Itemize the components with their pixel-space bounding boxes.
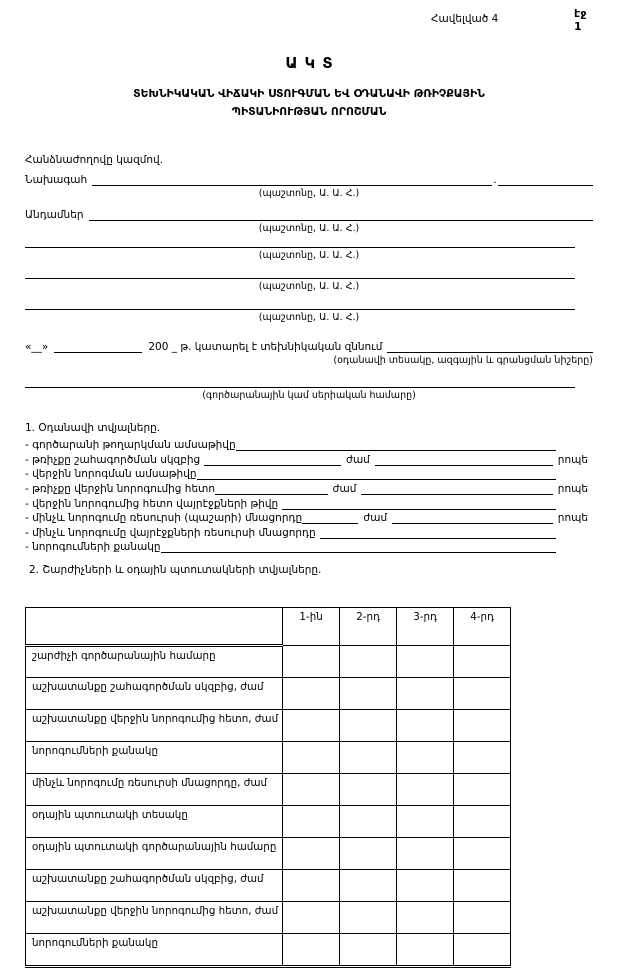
data-cell xyxy=(454,806,511,838)
hour-label: ժամ xyxy=(332,483,357,495)
year-and-statement: 200 _ թ. կատարել է տեխնիկական զննում xyxy=(148,340,383,353)
data-cell xyxy=(283,646,340,678)
fill-in-line xyxy=(161,540,556,553)
table-row xyxy=(26,870,511,902)
data-cell xyxy=(397,806,454,838)
row-label: նորոգումների քանակը xyxy=(26,934,283,967)
column-header: 1-ին xyxy=(283,608,340,646)
fill-in-line xyxy=(89,208,593,221)
row-label: օդային պտուտակի գործարանային համարը xyxy=(26,838,283,870)
item-label: - թռիչքը վերջին նորոգումից հետո xyxy=(25,483,215,495)
data-cell xyxy=(340,902,397,934)
subtitle-line-1: ՏԵԽՆԻԿԱԿԱՆ ՎԻՃԱԿԻ ՍՏՈՒԳՄԱՆ ԵՎ ՕԴԱՆԱՎԻ ԹՌԻՉՔԱՅԻՆ xyxy=(133,87,485,100)
column-header: 2-րդ xyxy=(340,608,397,646)
data-cell xyxy=(283,902,340,934)
data-cell xyxy=(454,774,511,806)
table-row xyxy=(26,902,511,934)
data-cell xyxy=(454,838,511,870)
item-label: - մինչև նորոգումը վայրէջքների ռեսուրսի մնացորդը xyxy=(25,526,316,539)
signature-line xyxy=(25,236,575,248)
data-cell xyxy=(340,742,397,774)
list-item xyxy=(25,480,593,495)
data-cell xyxy=(454,678,511,710)
chairman-row xyxy=(25,169,593,186)
data-cell xyxy=(283,710,340,742)
fill-in-line xyxy=(54,340,142,353)
page-header xyxy=(25,4,593,33)
line-dot: . xyxy=(493,173,497,186)
data-cell xyxy=(397,902,454,934)
table-row xyxy=(26,806,511,838)
section1-heading: 1. Օդանավի տվյալները. xyxy=(25,421,161,434)
fill-in-line xyxy=(236,438,556,451)
column-header: 4-րդ xyxy=(454,608,511,646)
data-cell xyxy=(340,710,397,742)
data-cell xyxy=(397,838,454,870)
position-caption: (պաշտոնը, Ա. Ա. Հ.) xyxy=(258,249,360,261)
list-item xyxy=(25,510,593,525)
fill-in-line xyxy=(387,340,593,353)
data-cell xyxy=(454,902,511,934)
day-placeholder: «__» xyxy=(25,340,49,353)
fill-in-line xyxy=(361,482,552,495)
table-row xyxy=(26,742,511,774)
list-item xyxy=(25,466,593,481)
position-caption: (պաշտոնը, Ա. Ա. Հ.) xyxy=(258,187,360,199)
minute-label: րոպե xyxy=(557,512,588,525)
list-item xyxy=(25,524,593,539)
item-label: - վերջին նորոգումից հետո վայրէջքների թիվը xyxy=(25,497,279,510)
data-cell xyxy=(340,870,397,902)
fill-in-line xyxy=(215,482,328,495)
commission-section xyxy=(25,154,593,325)
data-cell xyxy=(340,838,397,870)
item-label: - մինչև նորոգումը ռեսուրսի (պաշարի) մնացորդը xyxy=(25,512,303,525)
data-cell xyxy=(397,678,454,710)
table-header-row xyxy=(26,608,511,646)
table-row xyxy=(26,710,511,742)
fill-in-line xyxy=(320,526,556,539)
appendix-label: Հավելված 4 xyxy=(431,13,499,25)
fill-in-line xyxy=(302,511,358,524)
table-corner xyxy=(26,608,283,646)
signature-line xyxy=(25,263,575,279)
fill-in-line xyxy=(204,453,341,466)
engines-propellers-table xyxy=(25,607,511,968)
row-label: օդային պտուտակի տեսակը xyxy=(26,806,283,838)
data-cell xyxy=(283,678,340,710)
data-cell xyxy=(283,838,340,870)
fill-in-line xyxy=(392,511,553,524)
row-label: մինչև նորոգումը ռեսուրսի մնացորդը, ժամ xyxy=(26,774,283,806)
data-cell xyxy=(454,710,511,742)
data-cell xyxy=(397,870,454,902)
data-cell xyxy=(397,710,454,742)
data-cell xyxy=(397,742,454,774)
data-cell xyxy=(397,934,454,967)
data-cell xyxy=(283,774,340,806)
data-cell xyxy=(283,934,340,967)
position-caption: (պաշտոնը, Ա. Ա. Հ.) xyxy=(258,280,360,292)
serial-number-caption: (գործարանային կամ սերիական համարը) xyxy=(202,389,416,401)
page-number: էջ 1 xyxy=(574,7,587,33)
position-caption: (պաշտոնը, Ա. Ա. Հ.) xyxy=(258,222,360,234)
data-cell xyxy=(340,806,397,838)
data-cell xyxy=(340,678,397,710)
chairman-label: Նախագահ xyxy=(25,173,88,186)
item-label: - թռիչքը շահագործման սկզբից xyxy=(25,453,201,466)
list-item xyxy=(25,539,593,554)
members-row xyxy=(25,204,593,221)
hour-label: ժամ xyxy=(363,512,388,525)
table-row xyxy=(26,678,511,710)
table-row xyxy=(26,934,511,967)
minute-label: րոպե xyxy=(557,483,588,495)
minute-label: րոպե xyxy=(557,453,588,466)
hour-label: ժամ xyxy=(346,453,370,466)
inspection-date-row xyxy=(25,336,593,353)
table-row xyxy=(26,646,511,678)
fill-in-line xyxy=(282,497,556,510)
subtitle-line-2: ՊԻՏԱՆԻՈՒԹՅԱՆ ՈՐՈՇՄԱՆ xyxy=(231,104,387,118)
fill-in-line xyxy=(375,453,553,466)
document-title: ԱԿՏ xyxy=(285,54,340,72)
row-label: շարժիչի գործարանային համարը xyxy=(26,646,283,678)
list-item xyxy=(25,495,593,510)
data-cell xyxy=(397,774,454,806)
signature-line xyxy=(25,294,575,310)
aircraft-data-section xyxy=(25,422,593,554)
data-cell xyxy=(397,646,454,678)
data-cell xyxy=(283,806,340,838)
row-label: աշխատանքը շահագործման սկզբից, ժամ xyxy=(26,678,283,710)
aircraft-type-caption: (օդանավի տեսակը, ազգային և գրանցման նիշերը) xyxy=(333,354,593,366)
data-cell xyxy=(283,870,340,902)
data-cell xyxy=(454,646,511,678)
data-cell xyxy=(283,742,340,774)
section2-heading: 2. Շարժիչների և օդային պտուտակների տվյալները. xyxy=(29,564,322,577)
table-row xyxy=(26,774,511,806)
members-label: Անդամներ xyxy=(25,208,84,221)
fill-in-line xyxy=(197,467,556,480)
list-item xyxy=(25,437,593,452)
serial-number-line xyxy=(25,368,575,388)
item-label: - գործարանի թողարկման ամսաթիվը xyxy=(25,439,236,452)
list-item xyxy=(25,451,593,466)
data-cell xyxy=(340,934,397,967)
column-header: 3-րդ xyxy=(397,608,454,646)
data-cell xyxy=(454,934,511,967)
fill-in-line xyxy=(92,173,492,186)
row-label: նորոգումների քանակը xyxy=(26,742,283,774)
table-row xyxy=(26,838,511,870)
item-label: - նորոգումների քանակը xyxy=(25,541,161,554)
data-cell xyxy=(340,774,397,806)
document-subtitle xyxy=(25,85,593,121)
data-cell xyxy=(454,870,511,902)
row-label: աշխատանքը շահագործման սկզբից, ժամ xyxy=(26,870,283,902)
commission-intro: Հանձնաժողովը կազմով. xyxy=(25,153,164,166)
position-caption: (պաշտոնը, Ա. Ա. Հ.) xyxy=(258,311,360,323)
row-label: աշխատանքը վերջին նորոգումից հետո, ժամ xyxy=(26,710,283,742)
row-label: աշխատանքը վերջին նորոգումից հետո, ժամ xyxy=(26,902,283,934)
data-cell xyxy=(454,742,511,774)
data-cell xyxy=(340,646,397,678)
fill-in-line xyxy=(498,173,593,186)
item-label: - վերջին նորոգման ամսաթիվը xyxy=(25,468,197,481)
